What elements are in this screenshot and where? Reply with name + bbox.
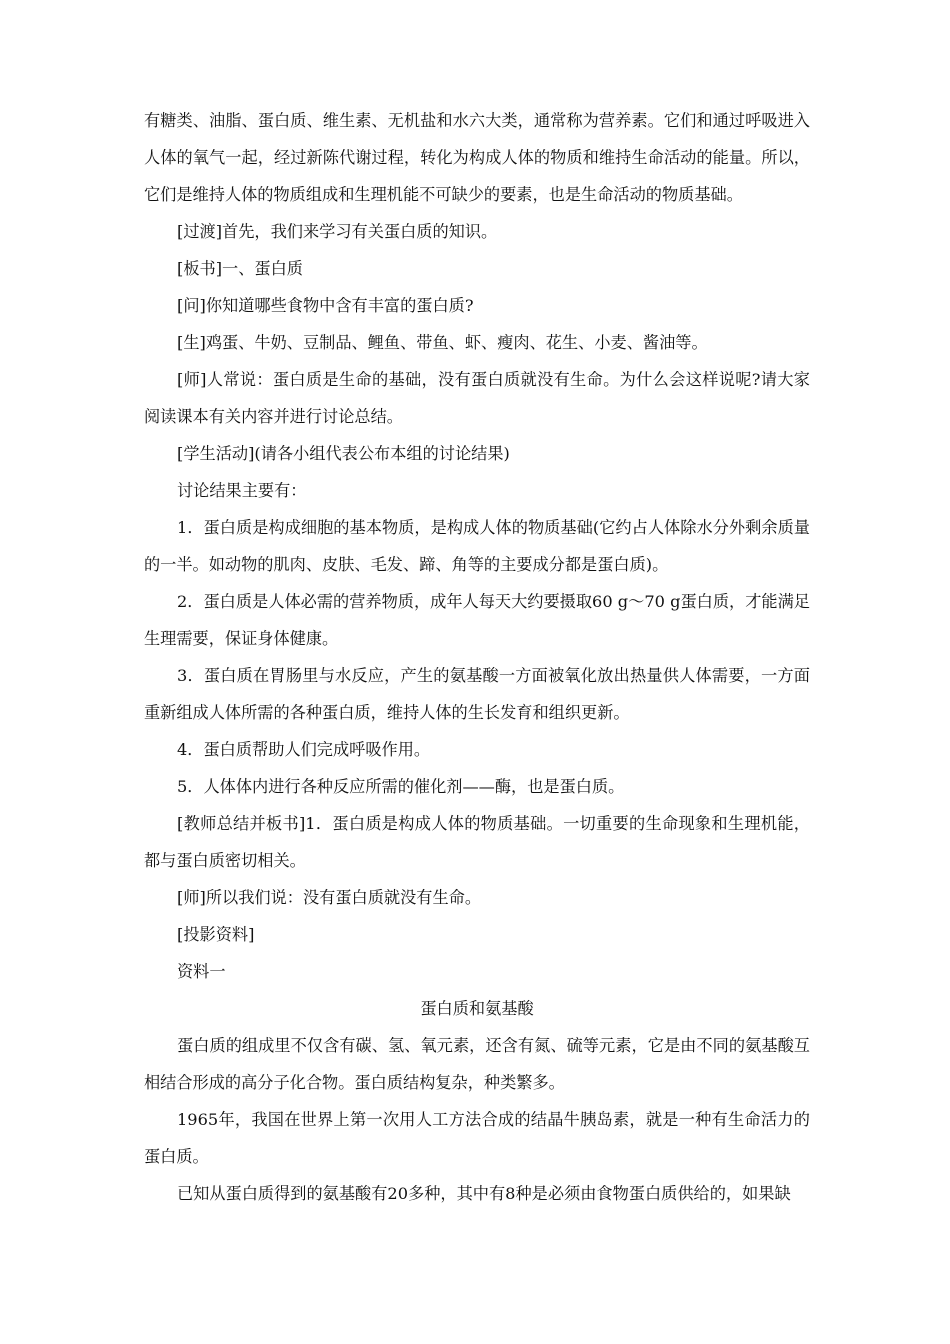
paragraph-protein-composition: 蛋白质的组成里不仅含有碳、氢、氧元素，还含有氮、硫等元素，它是由不同的氨基酸互相结合形成的高分子化合物。蛋白质结构复杂，种类繁多。 bbox=[144, 1036, 810, 1092]
paragraph-teacher-summary: [教师总结并板书]1．蛋白质是构成人体的物质基础。一切重要的生命现象和生理机能，都与蛋白质密切相关。 bbox=[144, 814, 810, 870]
list-item-point-3: 3．蛋白质在胃肠里与水反应，产生的氨基酸一方面被氧化放出热量供人体需要，一方面重新组成人体所需的各种蛋白质，维持人体的生长发育和组织更新。 bbox=[144, 666, 810, 722]
document-body bbox=[144, 102, 810, 1212]
paragraph-projection-label: [投影资料] bbox=[177, 925, 255, 944]
list-item-point-4: 4．蛋白质帮助人们完成呼吸作用。 bbox=[177, 740, 431, 759]
paragraph-transition: [过渡]首先，我们来学习有关蛋白质的知识。 bbox=[177, 222, 498, 241]
paragraph-student-activity: [学生活动](请各小组代表公布本组的讨论结果) bbox=[177, 444, 510, 463]
paragraph-amino-acids-count: 已知从蛋白质得到的氨基酸有20多种，其中有8种是必须由食物蛋白质供给的，如果缺 bbox=[177, 1184, 791, 1203]
list-item-point-1: 1．蛋白质是构成细胞的基本物质，是构成人体的物质基础(它约占人体除水分外剩余质量的一半。如动物的肌肉、皮肤、毛发、蹄、角等的主要成分都是蛋白质)。 bbox=[144, 518, 810, 574]
paragraph-insulin-1965: 1965年，我国在世界上第一次用人工方法合成的结晶牛胰岛素，就是一种有生命活力的蛋白质。 bbox=[144, 1110, 810, 1166]
list-item-point-2: 2．蛋白质是人体必需的营养物质，成年人每天大约要摄取60 g～70 g蛋白质，才能满足生理需要，保证身体健康。 bbox=[144, 592, 810, 648]
paragraph-question: [问]你知道哪些食物中含有丰富的蛋白质? bbox=[177, 296, 474, 315]
paragraph-teacher-conclusion: [师]所以我们说：没有蛋白质就没有生命。 bbox=[177, 888, 482, 907]
section-title-protein-amino-acids: 蛋白质和氨基酸 bbox=[420, 999, 534, 1018]
list-item-point-5: 5．人体体内进行各种反应所需的催化剂——酶，也是蛋白质。 bbox=[177, 777, 625, 796]
paragraph-student-answer: [生]鸡蛋、牛奶、豆制品、鲤鱼、带鱼、虾、瘦肉、花生、小麦、酱油等。 bbox=[177, 333, 708, 352]
paragraph-board-heading: [板书]一、蛋白质 bbox=[177, 259, 303, 278]
paragraph-nutrients-intro: 有糖类、油脂、蛋白质、维生素、无机盐和水六大类，通常称为营养素。它们和通过呼吸进入人体的氧气一起，经过新陈代谢过程，转化为构成人体的物质和维持生命活动的能量。所以，它们是维持人体的物质组成和生理机能不可缺少的要素，也是生命活动的物质基础。 bbox=[144, 111, 810, 204]
paragraph-teacher-remark: [师]人常说：蛋白质是生命的基础，没有蛋白质就没有生命。为什么会这样说呢?请大家阅读课本有关内容并进行讨论总结。 bbox=[144, 370, 810, 426]
paragraph-discussion-results: 讨论结果主要有： bbox=[177, 481, 307, 500]
paragraph-material-one-label: 资料一 bbox=[177, 962, 226, 981]
